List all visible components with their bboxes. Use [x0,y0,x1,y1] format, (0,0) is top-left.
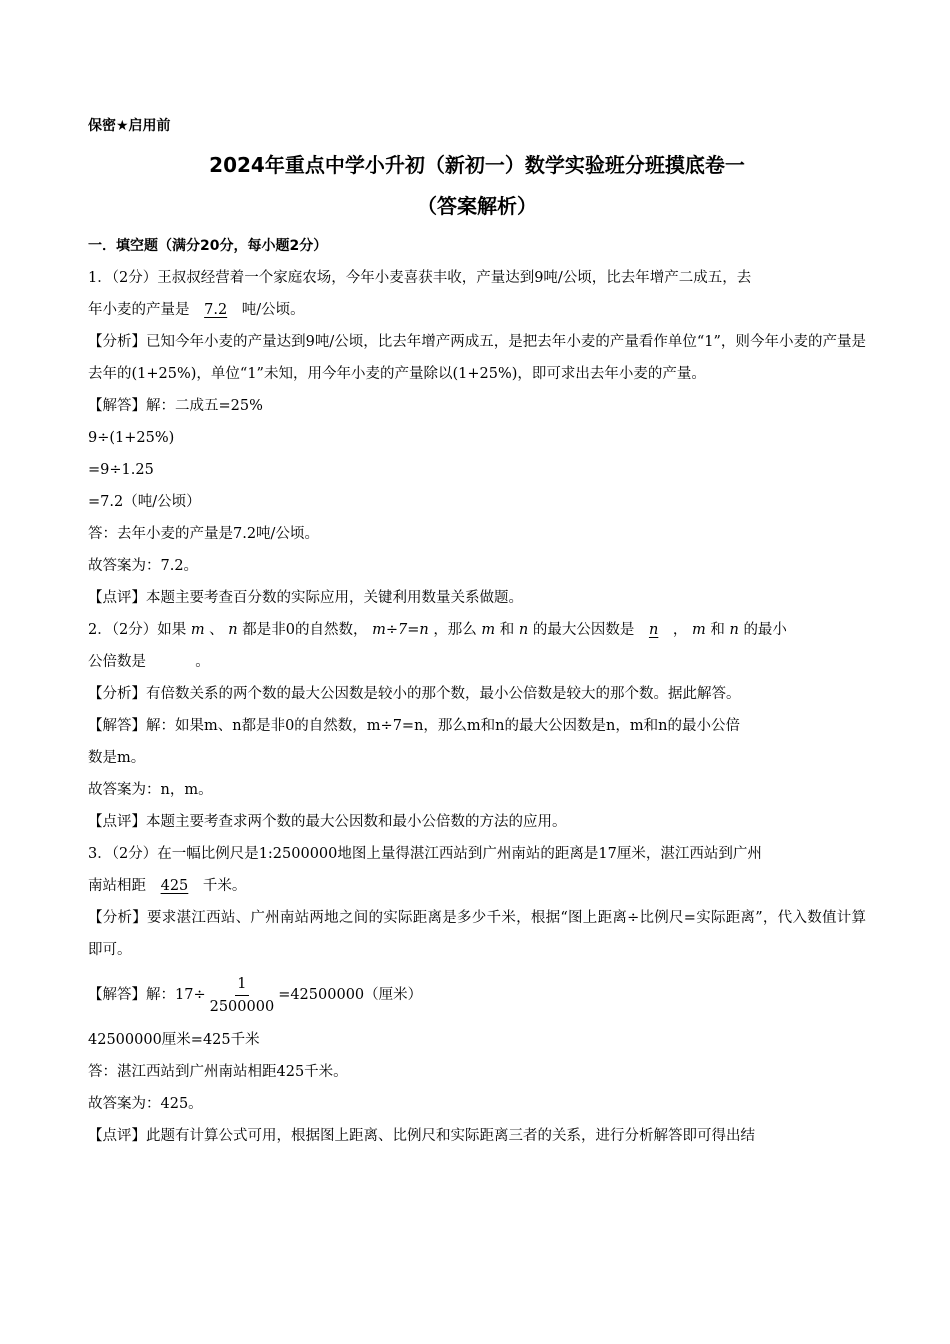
q3-solution-line-1 [88,966,866,1024]
q3-fraction-denominator: 2500000 [209,998,275,1015]
q2-solution-line-1: 【解答】解：如果m、n都是非0的自然数，m÷7=n，那么m和n的最大公因数是n，m和n的最小公倍 [88,718,740,734]
q1-stem-line-2 [88,294,866,326]
q3-stem-post: 千米。 [202,878,247,894]
section-heading: 一．填空题（满分20分，每小题2分） [88,238,328,254]
q2-stem-part-5: 的最大公因数是 [532,622,635,638]
q2-sep: 、 [209,622,224,638]
q3-solution-label: 【解答】解： [88,987,175,1003]
q1-stem-pre: 年小麦的产量是 [88,302,190,318]
q2-var-n-3: n [729,622,739,638]
q2-final-answer: 故答案为：n，m。 [88,782,213,798]
q2-var-m-2: m [481,622,496,638]
q2-stem-part-6: ， [672,622,688,638]
q3-solution-pre: 17÷ [175,987,206,1003]
q2-solution-line-2: 数是m。 [88,750,146,766]
q1-analysis: 【分析】已知今年小麦的产量达到9吨/公顷，比去年增产两成五，是把去年小麦的产量看作单位“1”，则今年小麦的产量是去年的(1+25%)，单位“1”未知，用今年小麦的产量除以(1+25%)，即可求出去年小麦的产量。 [88,334,866,382]
q3-answer-blank: 425 [160,878,189,894]
q2-analysis: 【分析】有倍数关系的两个数的最大公因数是较小的那个数，最小公倍数是较大的那个数。据此解答。 [88,686,741,702]
q2-stem-part-4: 和 [499,622,515,638]
page-title: 2024年重点中学小升初（新初一）数学实验班分班摸底卷一 [209,153,745,177]
q2-var-m: m [190,622,205,638]
q2-var-n-2: n [518,622,529,638]
q2-stem-pre: 公倍数是 [88,654,146,670]
q3-fraction-numerator: 1 [235,973,248,996]
q1-answer-line: 答：去年小麦的产量是7.2吨/公顷。 [88,526,319,542]
q2-var-m-3: m [692,622,706,638]
q1-solution-line-1: 【解答】解：二成五=25% [88,398,263,414]
q2-var-n: n [228,622,238,638]
q2-comment: 【点评】本题主要考查求两个数的最大公因数和最小公倍数的方法的应用。 [88,814,567,830]
q1-solution-line-4: =7.2（吨/公顷） [88,494,201,510]
q3-answer-line: 答：湛江西站到广州南站相距425千米。 [88,1064,348,1080]
q2-stem-line-1 [88,614,866,646]
q2-stem-part-7: 的最小 [743,622,787,638]
confidential-label: 保密★启用前 [88,118,171,134]
q2-stem-part-3: ，那么 [433,622,477,638]
q2-answer-blank-1: n [648,622,659,638]
q3-comment: 【点评】此题有计算公式可用，根据图上距离、比例尺和实际距离三者的关系，进行分析解答即可得出结 [88,1128,755,1144]
q3-fraction [210,973,275,1018]
question-3 [88,838,866,1152]
q2-stem-line-2 [88,646,866,678]
q1-stem-post: 吨/公顷。 [241,302,305,318]
q2-stem-post: 。 [195,654,210,670]
q2-stem-part-1: 2．（2分）如果 [88,622,187,638]
question-2 [88,614,866,838]
q2-stem-part-2: 都是非0的自然数， [242,622,368,638]
q3-stem-line-2 [88,870,866,902]
q2-equation: m÷7=n [372,622,429,638]
q3-solution-post: =42500000（厘米） [278,987,423,1003]
q3-stem-pre: 南站相距 [88,878,146,894]
q3-stem-line-1: 3．（2分）在一幅比例尺是1:2500000地图上量得湛江西站到广州南站的距离是17厘米，湛江西站到广州 [88,846,762,862]
q1-answer-blank: 7.2 [204,302,228,318]
q1-final-answer: 故答案为：7.2。 [88,558,199,574]
q3-analysis: 【分析】要求湛江西站、广州南站两地之间的实际距离是多少千米，根据“图上距离÷比例尺=实际距离”，代入数值计算即可。 [88,910,866,958]
q2-stem-part-4b: 和 [710,622,725,638]
q1-solution-line-3: =9÷1.25 [88,462,154,478]
q3-conversion: 42500000厘米=425千米 [88,1032,260,1048]
page-subtitle: （答案解析） [417,194,537,218]
q1-solution-line-2: 9÷(1+25%) [88,430,175,446]
page-content [88,110,866,1152]
question-1 [88,262,866,614]
q3-final-answer: 故答案为：425。 [88,1096,203,1112]
q1-stem-line-1: 1．（2分）王叔叔经营着一个家庭农场，今年小麦喜获丰收，产量达到9吨/公顷，比去年增产二成五，去 [88,270,752,286]
q1-comment: 【点评】本题主要考查百分数的实际应用，关键利用数量关系做题。 [88,590,523,606]
